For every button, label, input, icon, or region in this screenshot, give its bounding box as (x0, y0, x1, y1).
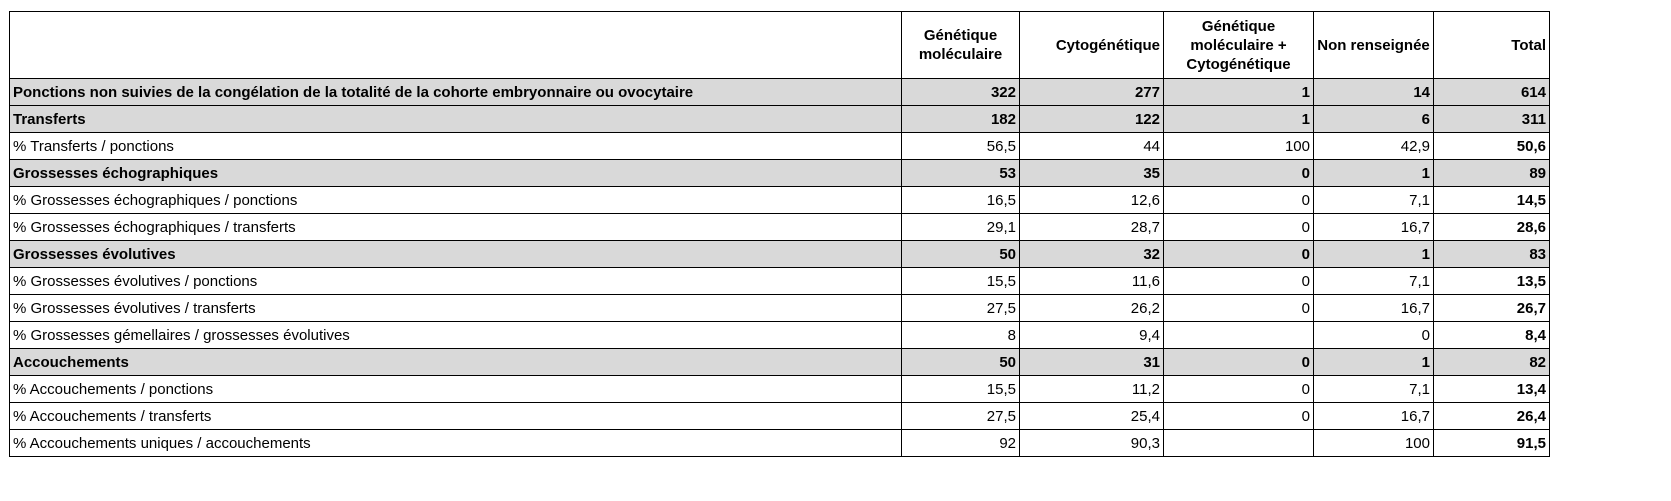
cell-genetique-cytogenetique: 0 (1164, 403, 1314, 430)
row-label: % Transferts / ponctions (10, 133, 902, 160)
cell-genetique-cytogenetique: 0 (1164, 160, 1314, 187)
table-row (10, 376, 1550, 403)
cell-total: 13,5 (1434, 268, 1550, 295)
header-total: Total (1434, 12, 1550, 79)
cell-genetique-cytogenetique: 0 (1164, 241, 1314, 268)
cell-genetique-moleculaire: 15,5 (902, 376, 1020, 403)
cell-non-renseignee: 0 (1314, 322, 1434, 349)
cell-genetique-moleculaire: 15,5 (902, 268, 1020, 295)
cell-non-renseignee: 14 (1314, 79, 1434, 106)
cell-total: 26,7 (1434, 295, 1550, 322)
cell-cytogenetique: 35 (1020, 160, 1164, 187)
cell-total: 8,4 (1434, 322, 1550, 349)
cell-genetique-cytogenetique: 0 (1164, 376, 1314, 403)
cell-cytogenetique: 9,4 (1020, 322, 1164, 349)
table-row (10, 241, 1550, 268)
row-label: Ponctions non suivies de la congélation de la totalité de la cohorte embryonnaire ou ovocytaire (10, 79, 902, 106)
header-genetique-moleculaire: Génétique moléculaire (902, 12, 1020, 79)
cell-genetique-cytogenetique: 0 (1164, 349, 1314, 376)
table-row (10, 295, 1550, 322)
cell-total: 83 (1434, 241, 1550, 268)
cell-genetique-cytogenetique (1164, 322, 1314, 349)
table-row (10, 322, 1550, 349)
row-label: % Accouchements / ponctions (10, 376, 902, 403)
cell-genetique-moleculaire: 29,1 (902, 214, 1020, 241)
cell-total: 89 (1434, 160, 1550, 187)
cell-genetique-cytogenetique: 1 (1164, 79, 1314, 106)
cell-genetique-moleculaire: 182 (902, 106, 1020, 133)
cell-genetique-moleculaire: 8 (902, 322, 1020, 349)
cell-cytogenetique: 11,6 (1020, 268, 1164, 295)
table-row (10, 106, 1550, 133)
cell-non-renseignee: 7,1 (1314, 187, 1434, 214)
row-label: % Grossesses échographiques / transferts (10, 214, 902, 241)
cell-genetique-cytogenetique: 100 (1164, 133, 1314, 160)
cell-total: 50,6 (1434, 133, 1550, 160)
cell-cytogenetique: 277 (1020, 79, 1164, 106)
row-label: Grossesses évolutives (10, 241, 902, 268)
cell-genetique-cytogenetique (1164, 430, 1314, 457)
cell-non-renseignee: 7,1 (1314, 268, 1434, 295)
cell-non-renseignee: 1 (1314, 160, 1434, 187)
cell-cytogenetique: 90,3 (1020, 430, 1164, 457)
cell-genetique-moleculaire: 92 (902, 430, 1020, 457)
cell-total: 82 (1434, 349, 1550, 376)
table-row (10, 349, 1550, 376)
cell-total: 614 (1434, 79, 1550, 106)
cell-total: 26,4 (1434, 403, 1550, 430)
cell-cytogenetique: 25,4 (1020, 403, 1164, 430)
row-label: % Grossesses évolutives / ponctions (10, 268, 902, 295)
table-row (10, 160, 1550, 187)
row-label: % Grossesses évolutives / transferts (10, 295, 902, 322)
cell-cytogenetique: 122 (1020, 106, 1164, 133)
table-row (10, 268, 1550, 295)
results-table (9, 11, 1550, 457)
cell-non-renseignee: 6 (1314, 106, 1434, 133)
cell-genetique-cytogenetique: 0 (1164, 295, 1314, 322)
cell-non-renseignee: 1 (1314, 241, 1434, 268)
header-row (10, 12, 1550, 79)
header-blank (10, 12, 902, 79)
row-label: % Accouchements uniques / accouchements (10, 430, 902, 457)
cell-genetique-moleculaire: 56,5 (902, 133, 1020, 160)
cell-genetique-moleculaire: 50 (902, 349, 1020, 376)
cell-genetique-cytogenetique: 0 (1164, 187, 1314, 214)
cell-total: 28,6 (1434, 214, 1550, 241)
row-label: Grossesses échographiques (10, 160, 902, 187)
cell-cytogenetique: 12,6 (1020, 187, 1164, 214)
cell-genetique-cytogenetique: 0 (1164, 214, 1314, 241)
cell-cytogenetique: 31 (1020, 349, 1164, 376)
cell-genetique-moleculaire: 16,5 (902, 187, 1020, 214)
cell-non-renseignee: 1 (1314, 349, 1434, 376)
cell-non-renseignee: 42,9 (1314, 133, 1434, 160)
cell-total: 14,5 (1434, 187, 1550, 214)
row-label: Transferts (10, 106, 902, 133)
cell-cytogenetique: 26,2 (1020, 295, 1164, 322)
cell-genetique-moleculaire: 50 (902, 241, 1020, 268)
cell-cytogenetique: 28,7 (1020, 214, 1164, 241)
table-row (10, 430, 1550, 457)
header-cytogenetique: Cytogénétique (1020, 12, 1164, 79)
cell-total: 311 (1434, 106, 1550, 133)
cell-genetique-moleculaire: 27,5 (902, 295, 1020, 322)
table-row (10, 133, 1550, 160)
header-non-renseignee: Non renseignée (1314, 12, 1434, 79)
header-genetique-cytogenetique: Génétique moléculaire + Cytogénétique (1164, 12, 1314, 79)
table-row (10, 214, 1550, 241)
cell-cytogenetique: 32 (1020, 241, 1164, 268)
cell-non-renseignee: 7,1 (1314, 376, 1434, 403)
row-label: Accouchements (10, 349, 902, 376)
cell-genetique-moleculaire: 53 (902, 160, 1020, 187)
cell-non-renseignee: 16,7 (1314, 214, 1434, 241)
row-label: % Grossesses gémellaires / grossesses évolutives (10, 322, 902, 349)
table-row (10, 187, 1550, 214)
cell-total: 13,4 (1434, 376, 1550, 403)
cell-non-renseignee: 16,7 (1314, 403, 1434, 430)
cell-genetique-moleculaire: 27,5 (902, 403, 1020, 430)
table-row (10, 79, 1550, 106)
cell-genetique-moleculaire: 322 (902, 79, 1020, 106)
cell-total: 91,5 (1434, 430, 1550, 457)
cell-genetique-cytogenetique: 1 (1164, 106, 1314, 133)
cell-non-renseignee: 100 (1314, 430, 1434, 457)
cell-non-renseignee: 16,7 (1314, 295, 1434, 322)
cell-genetique-cytogenetique: 0 (1164, 268, 1314, 295)
table-row (10, 403, 1550, 430)
cell-cytogenetique: 11,2 (1020, 376, 1164, 403)
row-label: % Accouchements / transferts (10, 403, 902, 430)
cell-cytogenetique: 44 (1020, 133, 1164, 160)
row-label: % Grossesses échographiques / ponctions (10, 187, 902, 214)
